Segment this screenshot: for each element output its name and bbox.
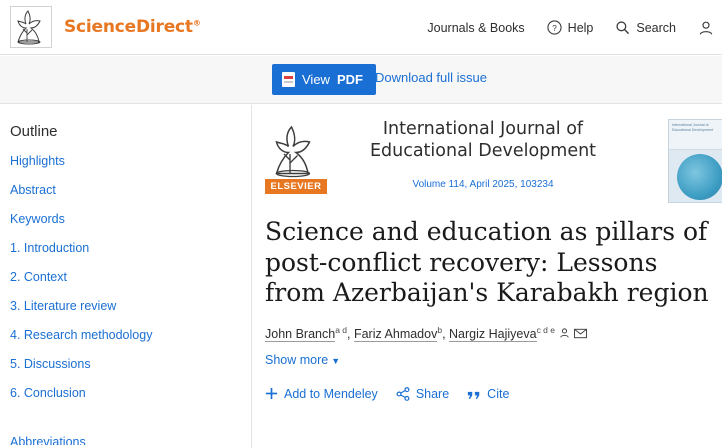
author-separator: , bbox=[442, 326, 450, 341]
person-icon[interactable] bbox=[559, 327, 570, 341]
elsevier-wordmark: ELSEVIER bbox=[265, 179, 327, 194]
article-main bbox=[253, 105, 722, 448]
show-more-label: Show more bbox=[265, 352, 329, 367]
journal-volume-link[interactable]: Volume 114, April 2025, 103234 bbox=[412, 179, 554, 190]
sidebar-item-keywords[interactable]: Keywords bbox=[10, 212, 65, 226]
svg-text:?: ? bbox=[551, 22, 557, 33]
add-to-mendeley-label: Add to Mendeley bbox=[284, 386, 378, 401]
author-separator: , bbox=[347, 326, 354, 341]
nav-journals-and-books[interactable] bbox=[427, 21, 524, 35]
share-label: Share bbox=[415, 386, 450, 401]
search-icon bbox=[615, 20, 630, 35]
sidebar-item-context[interactable]: 2. Context bbox=[10, 270, 67, 284]
author-entry[interactable] bbox=[265, 324, 348, 341]
author-entry[interactable] bbox=[449, 324, 555, 341]
plus-icon bbox=[265, 387, 278, 400]
share-icon bbox=[396, 387, 410, 401]
article-action-bar bbox=[0, 56, 722, 104]
elsevier-publisher-logo bbox=[265, 123, 327, 201]
author-name[interactable]: Nargiz Hajiyeva bbox=[449, 326, 537, 341]
article-actions bbox=[265, 387, 710, 401]
elsevier-tree-icon bbox=[10, 6, 52, 48]
chevron-down-icon: ▼ bbox=[331, 355, 341, 366]
top-navigation bbox=[427, 0, 722, 55]
nav-search[interactable] bbox=[615, 20, 676, 35]
user-account-icon bbox=[698, 20, 714, 36]
journal-header bbox=[253, 117, 722, 207]
nav-journals-label: Journals & Books bbox=[427, 20, 525, 35]
outline-title: Outline bbox=[10, 123, 58, 140]
nav-search-label: Search bbox=[636, 20, 676, 35]
cover-thumb-graphic bbox=[677, 154, 722, 200]
author-affiliation-marker: c d e bbox=[536, 324, 555, 335]
nav-help-label: Help bbox=[567, 20, 594, 35]
download-full-issue-link[interactable]: Download full issue bbox=[375, 70, 488, 85]
article-title: Science and education as pillars of post-conflict recovery: Lessons from Azerbaijan's Karabakh region bbox=[265, 217, 709, 307]
author-name[interactable]: Fariz Ahmadov bbox=[353, 326, 438, 341]
share-button[interactable] bbox=[396, 387, 449, 401]
view-pdf-label-prefix: View bbox=[302, 72, 330, 87]
sidebar-item-discussions[interactable]: 5. Discussions bbox=[10, 357, 91, 371]
cite-button[interactable] bbox=[467, 387, 509, 401]
sciencedirect-wordmark bbox=[64, 17, 201, 37]
site-header bbox=[0, 0, 722, 55]
sidebar-item-abbreviations[interactable]: Abbreviations bbox=[10, 435, 86, 445]
brand-trademark: ® bbox=[192, 18, 201, 28]
help-circle-icon bbox=[547, 20, 562, 35]
elsevier-tree-icon bbox=[265, 123, 327, 179]
author-name[interactable]: John Branch bbox=[265, 326, 336, 341]
cover-thumb-title: International Journal of Educational Development bbox=[669, 120, 722, 150]
sidebar-item-research-methodology[interactable]: 4. Research methodology bbox=[10, 328, 153, 342]
sidebar-item-introduction[interactable]: 1. Introduction bbox=[10, 241, 90, 255]
journal-cover-thumbnail[interactable] bbox=[668, 119, 722, 203]
sidebar-item-abstract[interactable]: Abstract bbox=[10, 183, 56, 197]
author-entry[interactable] bbox=[353, 324, 443, 341]
author-affiliation-marker: b bbox=[437, 324, 443, 335]
view-pdf-button[interactable] bbox=[272, 64, 376, 95]
pdf-file-icon bbox=[282, 72, 295, 87]
quote-icon bbox=[467, 388, 481, 400]
sidebar-item-literature-review[interactable]: 3. Literature review bbox=[10, 299, 117, 313]
sidebar-item-conclusion[interactable]: 6. Conclusion bbox=[10, 386, 86, 400]
author-list bbox=[265, 325, 710, 341]
brand-name-text: ScienceDirect bbox=[64, 17, 193, 37]
cite-label: Cite bbox=[487, 386, 510, 401]
add-to-mendeley-button[interactable] bbox=[265, 387, 378, 401]
author-affiliation-marker: a d bbox=[335, 324, 348, 335]
sciencedirect-brand[interactable] bbox=[10, 6, 201, 48]
envelope-icon[interactable] bbox=[574, 327, 587, 341]
nav-account[interactable] bbox=[698, 20, 714, 36]
journal-title: International Journal of Educational Development bbox=[369, 119, 597, 161]
nav-help[interactable] bbox=[547, 20, 594, 35]
outline-sidebar bbox=[0, 105, 252, 448]
sidebar-item-highlights[interactable]: Highlights bbox=[10, 154, 65, 168]
show-more-button[interactable] bbox=[265, 353, 340, 367]
view-pdf-label-bold: PDF bbox=[336, 72, 363, 87]
